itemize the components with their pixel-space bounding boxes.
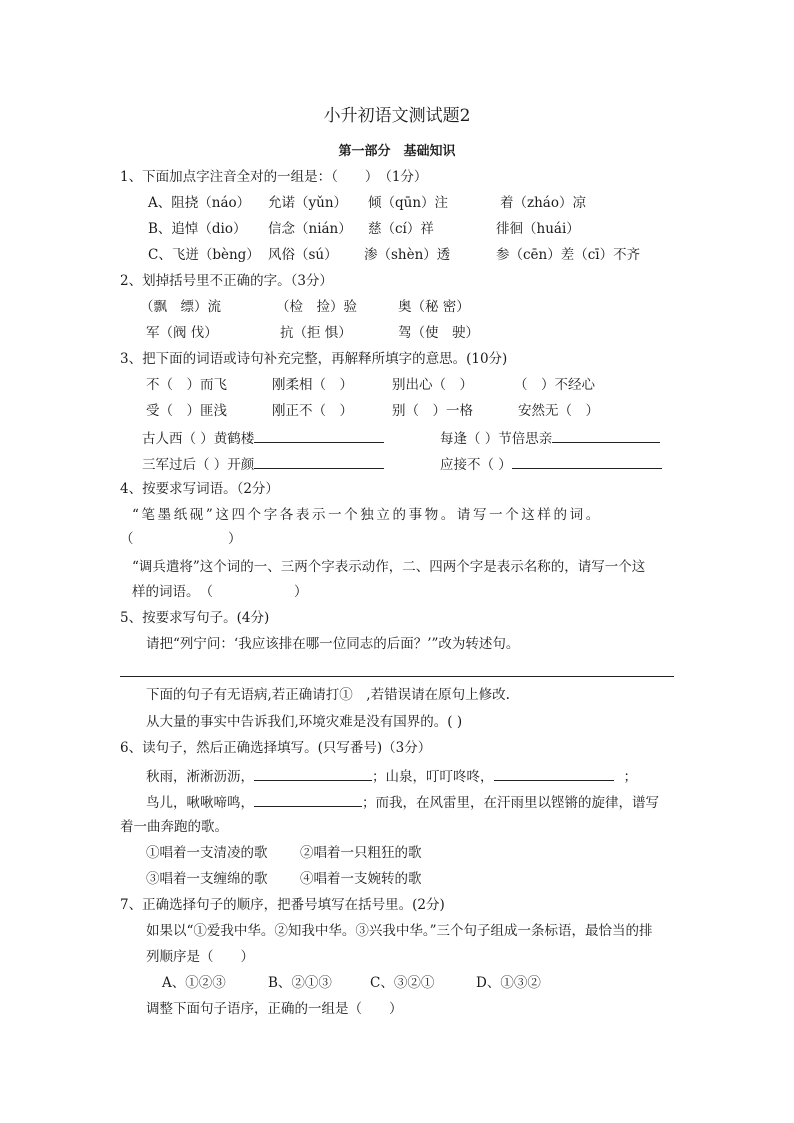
question-5-stem: 5、按要求写句子。(4分) — [120, 610, 270, 626]
q6-option-4: ④唱着一支婉转的歌 — [300, 871, 422, 887]
answer-blank[interactable] — [254, 454, 384, 469]
q4-line-1: “笔墨纸砚”这四个字各表示一个独立的事物。请写一个这样的词。 — [132, 507, 602, 523]
q3-idiom-5: 受（ ）匪浅 — [146, 403, 227, 419]
q7-line-3: 调整下面句子语序，正确的一组是（ ） — [146, 1001, 403, 1017]
answer-blank[interactable] — [254, 792, 362, 807]
q3-poem-4: 应接不（ ） — [440, 454, 662, 474]
q1-a-2: 允诺（yǔn） — [268, 195, 348, 211]
q3-poem-3: 三军过后（ ）开颜 — [142, 454, 384, 474]
q3-idiom-1: 不（ ）而飞 — [146, 377, 227, 393]
q1-a-3: 倾（qūn）注 — [368, 195, 449, 211]
q3-poem-1: 古人西（ ）黄鹤楼 — [142, 428, 384, 448]
q1-c-4: 参（cēn）差（cī）不齐 — [496, 247, 641, 263]
q3-idiom-2: 刚柔相（ ） — [272, 377, 353, 393]
answer-blank[interactable] — [254, 766, 372, 781]
q5-line-3: 从大量的事实中告诉我们,环境灾难是没有国界的。( ) — [146, 714, 463, 730]
q3-idiom-8: 安然无（ ） — [518, 403, 599, 419]
q1-c-3: 渗（shèn）透 — [364, 247, 451, 263]
q6-line-1: 秋雨，淅淅沥沥， ；山泉，叮叮咚咚， ； — [146, 766, 637, 786]
q2-item-2: （检 捡）验 — [276, 299, 357, 315]
q2-item-1: （飘 缥）流 — [140, 299, 221, 315]
q5-line-1: 请把“列宁问：‘我应该排在哪一位同志的后面？’”改为转述句。 — [146, 636, 520, 652]
question-6-stem: 6、读句子，然后正确选择填写。(只写番号)（3分） — [120, 740, 432, 756]
section-heading: 第一部分 基础知识 — [338, 144, 456, 159]
q2-item-5: 抗（拒 惧） — [280, 325, 352, 341]
q6-line-3: 着一曲奔跑的歌。 — [120, 819, 228, 835]
q7-choice-d: D、①③② — [476, 975, 541, 991]
q4-paren-1: （ ） — [120, 531, 242, 547]
q7-choice-c: C、③②① — [370, 975, 435, 991]
question-1-stem: 1、下面加点字注音全对的一组是：（ ） （1分） — [120, 169, 428, 185]
question-3-stem: 3、把下面的词语或诗句补充完整，再解释所填字的意思。(10分) — [120, 351, 508, 367]
q3-idiom-7: 别（ ）一格 — [392, 403, 473, 419]
question-2-stem: 2、划掉括号里不正确的字。（3分） — [120, 273, 333, 289]
answer-line[interactable] — [120, 676, 674, 677]
q1-c-2: 风俗（sú） — [268, 247, 338, 263]
question-4-stem: 4、按要求写词语。（2分） — [120, 481, 279, 497]
answer-blank[interactable] — [512, 454, 662, 469]
q7-choice-b: B、②①③ — [268, 975, 332, 991]
q1-c-1: C、飞迸（bèng） — [148, 247, 260, 263]
question-7-stem: 7、正确选择句子的顺序，把番号填写在括号里。(2分) — [120, 897, 445, 913]
answer-blank[interactable] — [552, 428, 660, 443]
q1-b-4: 徘徊（huái） — [496, 221, 580, 237]
q2-item-6: 驾（使 驶） — [398, 325, 479, 341]
q6-option-1: ①唱着一支清凌的歌 — [146, 845, 268, 861]
q1-a-1: A、阻挠（náo） — [148, 195, 251, 211]
q6-line-2: 鸟儿，啾啾啼鸣， ；而我，在风雷里，在汗雨里以铿锵的旋律，谱写 — [146, 792, 659, 812]
q5-line-2: 下面的句子有无语病,若正确请打① ,若错误请在原句上修改. — [146, 687, 510, 703]
q2-item-4: 军（阀 伐） — [146, 325, 218, 341]
q7-line-1: 如果以“①爱我中华。②知我中华。③兴我中华。”三个句子组成一条标语，最恰当的排 — [146, 923, 653, 939]
q2-item-3: 奥（秘 密） — [398, 299, 470, 315]
q7-choice-a: A、①②③ — [162, 975, 226, 991]
answer-blank[interactable] — [254, 428, 384, 443]
q3-poem-2: 每逢（ ）节倍思亲 — [440, 428, 660, 448]
q1-b-3: 慈（cí）祥 — [368, 221, 434, 237]
q1-b-1: B、追悼（dio） — [148, 221, 247, 237]
q4-line-3: 样的词语。 （ ） — [132, 584, 308, 600]
q1-b-2: 信念（nián） — [268, 221, 352, 237]
q7-line-2: 列顺序是（ ） — [146, 949, 254, 965]
q6-option-3: ③唱着一支缠绵的歌 — [146, 871, 268, 887]
q3-idiom-3: 别出心（ ） — [392, 377, 473, 393]
page-title: 小升初语文测试题2 — [323, 106, 471, 126]
q4-line-2: “调兵遣将”这个词的一、三两个字表示动作，二、四两个字是表示名称的，请写一个这 — [132, 559, 646, 575]
q3-idiom-6: 刚正不（ ） — [272, 403, 353, 419]
q3-idiom-4: （ ）不经心 — [514, 377, 595, 393]
answer-blank[interactable] — [494, 766, 614, 781]
q1-a-4: 着（zháo）凉 — [500, 195, 586, 211]
q6-option-2: ②唱着一只粗狂的歌 — [300, 845, 422, 861]
